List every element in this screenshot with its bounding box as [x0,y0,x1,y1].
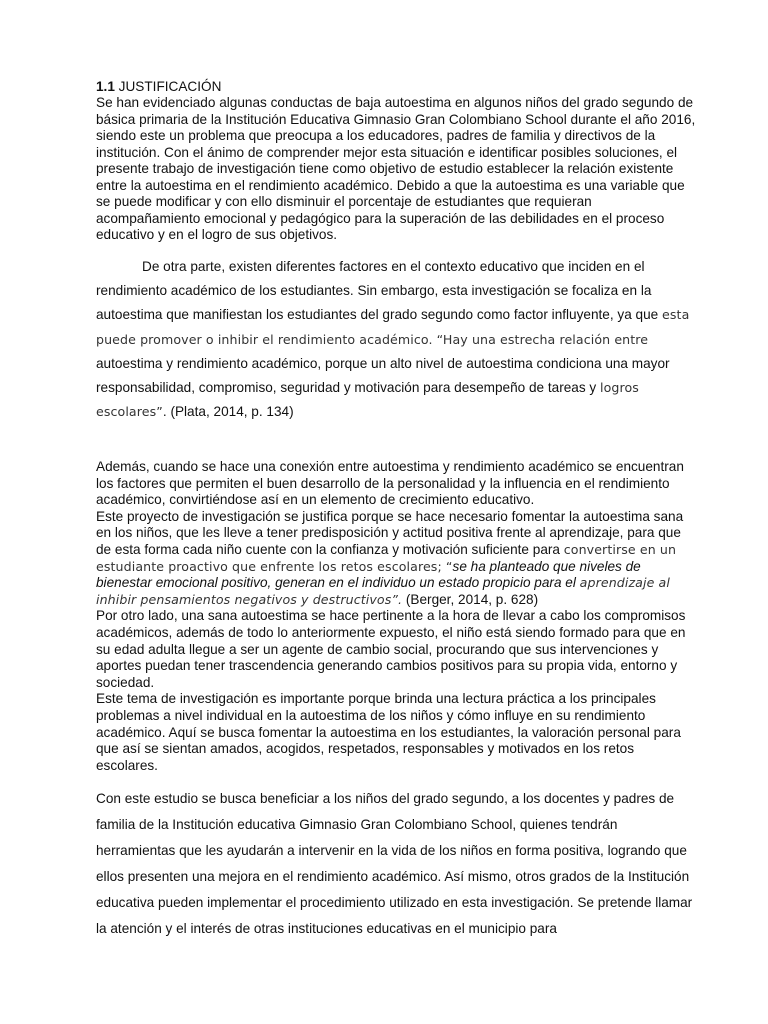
citation-plata: . (Plata, 2014, p. 134) [162,404,294,420]
paragraph-social: Por otro lado, una sana autoestima se hace pertinente a la hora de llevar a cabo los compromisos académicos, además de todo lo anteriormente expuesto, el niño está siendo formado para que en su edad adulta llegue a ser un agente de cambio social, procurando que sus intervenciones y aportes puedan tener trascendencia generando cambios positivos para su propia vida, entorno y sociedad. [96,608,686,690]
paragraph-context-text: De otra parte, existen diferentes factores en el contexto educativo que inciden en el rendimiento académico de los estudiantes. Sin embargo, esta investigación se focaliza en la autoestima que manifiestan los estudiantes del grado segundo como factor influyente, ya que [96,259,663,323]
paragraph-project [96,509,696,609]
paragraph-benefits: Con este estudio se busca beneficiar a los niños del grado segundo, a los docentes y padres de familia de la Institución educativa Gimnasio Gran Colombiano School, quienes tendrán herramientas que les ayudarán a intervenir en la vida de los niños en forma positiva, logrando que ellos presenten una mejora en el rendimiento académico. Así mismo, otros grados de la Institución educativa pueden implementar el procedimiento utilizado en esta investigación. Se pretende llamar la atención y el interés de otras instituciones educativas en el municipio para [96,791,693,936]
paragraph-project-quote: se ha planteado que niveles de bienestar emocional positivo, generan en el individuo un estado propicio para el [96,558,641,591]
paragraph-context-quote: autoestima y rendimiento académico, porque un alto nivel de autoestima condiciona una mayor responsabilidad, compromiso, seguridad y motivación para desempeño de tareas y [96,355,670,396]
section-title: JUSTIFICACIÓN [114,79,222,94]
paragraph-context-quote-start: esta puede promover o inhibir el rendimiento académico. “Hay una estrecha relación entre [96,307,690,347]
paragraph-context-quote-end: logros escolares” [96,380,639,420]
citation-berger: (Berger, 2014, p. 628) [402,591,539,607]
paragraph-importance: Este tema de investigación es importante porque brinda una lectura práctica a los principales problemas a nivel individual en la autoestima de los niños y cómo influye en su rendimiento académico. Aquí se busca fomentar la autoestima en los estudiantes, la valoración personal para que así se sientan amados, acogidos, respetados, responsables y motivados en los retos escolares. [96,691,681,773]
paragraph-project-quote-end: aprendizaje al inhibir pensamientos negativos y destructivos”. [96,575,670,607]
paragraph-project-text: Este proyecto de investigación se justifica porque se hace necesario fomentar la autoestima sana en los niños, que les lleve a tener predisposición y actitud positiva frente al aprendizaje, para que de esta forma cada niño cuente con la confianza y motivación suficiente para [96,508,684,557]
paragraph-intro: Se han evidenciado algunas conductas de baja autoestima en algunos niños del grado segundo de básica primaria de la Institución Educativa Gimnasio Gran Colombiano School durante el año 2016, siendo este un problema que preocupa a los educadores, padres de familia y directivos de la institución. Con el ánimo de comprender mejor esta situación e identificar posibles soluciones, el presente trabajo de investigación tiene como objetivo de estudio establecer la relación existente entre la autoestima en el rendimiento académico. Debido a que la autoestima es una variable que se puede modificar y con ello disminuir el porcentaje de estudiantes que requieran acompañamiento emocional y pedagógico para la superación de las debilidades en el proceso educativo y en el logro de sus objetivos. [96,95,696,242]
paragraph-context [96,255,696,424]
paragraph-project-soft: convertirse en un estudiante proactivo que enfrente los retos escolares; “ [96,541,677,574]
section-number: 1.1 [96,79,115,94]
paragraph-connection: Además, cuando se hace una conexión entre autoestima y rendimiento académico se encuentran los factores que permiten el buen desarrollo de la personalidad y la influencia en el rendimiento académico, convirtiéndose así en un elemento de crecimiento educativo. [96,459,684,508]
section-heading [96,78,696,95]
paragraph-group-justification [96,459,696,774]
